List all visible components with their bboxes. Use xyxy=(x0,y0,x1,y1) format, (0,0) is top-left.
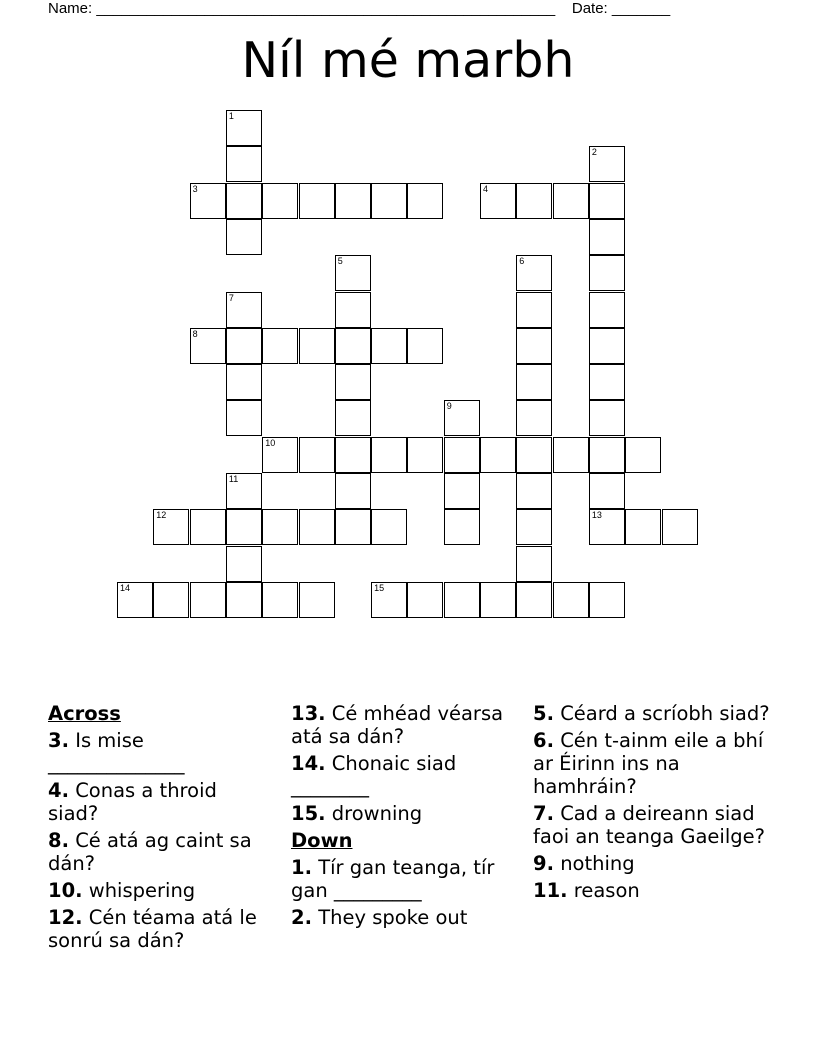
grid-cell[interactable] xyxy=(190,328,226,364)
grid-cell[interactable] xyxy=(371,582,407,618)
clue-down-5: 5. Céard a scríobh siad? xyxy=(533,702,770,725)
grid-cell[interactable] xyxy=(226,509,262,545)
clue-down-6: 6. Cén t-ainm eile a bhí ar Éirinn ins na hamhráin? xyxy=(533,729,764,798)
clue-down-2: 2. They spoke out xyxy=(291,906,468,929)
grid-cell[interactable] xyxy=(153,582,189,618)
grid-cell[interactable] xyxy=(299,437,335,473)
grid-cell[interactable] xyxy=(226,473,262,509)
clue-column-2 xyxy=(291,702,523,933)
clue-number: 7 xyxy=(228,292,234,303)
grid-cell[interactable] xyxy=(299,328,335,364)
grid-cell[interactable] xyxy=(553,183,589,219)
name-field[interactable]: Name: _______________________________________________________ xyxy=(48,0,556,17)
grid-cell[interactable] xyxy=(262,582,298,618)
grid-cell[interactable] xyxy=(190,183,226,219)
clue-number: 4 xyxy=(483,183,489,194)
grid-cell[interactable] xyxy=(335,437,371,473)
clue-across-8: 8. Cé atá ag caint sa dán? xyxy=(48,829,252,875)
grid-cell[interactable] xyxy=(117,582,153,618)
grid-cell[interactable] xyxy=(589,328,625,364)
grid-cell[interactable] xyxy=(226,219,262,255)
grid-cell[interactable] xyxy=(516,255,552,291)
grid-cell[interactable] xyxy=(589,292,625,328)
grid-cell[interactable] xyxy=(589,364,625,400)
grid-cell[interactable] xyxy=(589,219,625,255)
grid-cell[interactable] xyxy=(516,546,552,582)
grid-cell[interactable] xyxy=(226,582,262,618)
clue-down-7: 7. Cad a deireann siad faoi an teanga Gaeilge? xyxy=(533,802,765,848)
clue-number: 3 xyxy=(192,183,198,194)
grid-cell[interactable] xyxy=(262,509,298,545)
grid-cell[interactable] xyxy=(625,509,661,545)
grid-cell[interactable] xyxy=(407,328,443,364)
grid-cell[interactable] xyxy=(516,292,552,328)
grid-cell[interactable] xyxy=(516,582,552,618)
grid-cell[interactable] xyxy=(299,582,335,618)
grid-cell[interactable] xyxy=(299,183,335,219)
grid-cell[interactable] xyxy=(299,509,335,545)
grid-cell[interactable] xyxy=(226,292,262,328)
grid-cell[interactable] xyxy=(371,509,407,545)
grid-cell[interactable] xyxy=(190,582,226,618)
clue-down-1: 1. Tír gan teanga, tír gan _________ xyxy=(291,856,495,902)
grid-cell[interactable] xyxy=(226,364,262,400)
grid-cell[interactable] xyxy=(480,183,516,219)
clue-down-11: 11. reason xyxy=(533,879,640,902)
clue-number: 15 xyxy=(374,582,385,593)
grid-cell[interactable] xyxy=(553,437,589,473)
grid-cell[interactable] xyxy=(589,255,625,291)
grid-cell[interactable] xyxy=(662,509,698,545)
clue-number: 6 xyxy=(519,256,525,267)
grid-cell[interactable] xyxy=(407,437,443,473)
across-heading: Across xyxy=(48,702,121,725)
grid-cell[interactable] xyxy=(589,146,625,182)
grid-cell[interactable] xyxy=(589,437,625,473)
grid-cell[interactable] xyxy=(335,509,371,545)
grid-cell[interactable] xyxy=(226,400,262,436)
clue-number: 13 xyxy=(591,510,602,521)
grid-cell[interactable] xyxy=(335,400,371,436)
clue-number: 10 xyxy=(265,437,276,448)
clue-number: 11 xyxy=(228,474,239,484)
clue-number: 2 xyxy=(591,147,597,158)
clue-column-1 xyxy=(48,702,273,956)
clue-number: 12 xyxy=(156,510,167,521)
grid-cell[interactable] xyxy=(516,437,552,473)
grid-cell[interactable] xyxy=(589,509,625,545)
clue-number: 14 xyxy=(120,582,131,593)
grid-cell[interactable] xyxy=(444,400,480,436)
grid-cell[interactable] xyxy=(480,437,516,473)
clue-across-15: 15. drowning xyxy=(291,802,423,825)
grid-cell[interactable] xyxy=(226,546,262,582)
grid-cell[interactable] xyxy=(226,110,262,146)
grid-cell[interactable] xyxy=(226,328,262,364)
grid-cell[interactable] xyxy=(516,400,552,436)
clue-number: 8 xyxy=(192,328,198,339)
grid-cell[interactable] xyxy=(262,328,298,364)
down-heading: Down xyxy=(291,829,353,852)
grid-cell[interactable] xyxy=(407,582,443,618)
grid-cell[interactable] xyxy=(480,582,516,618)
grid-cell[interactable] xyxy=(444,582,480,618)
clue-across-12: 12. Cén téama atá le sonrú sa dán? xyxy=(48,906,257,952)
grid-cell[interactable] xyxy=(516,473,552,509)
clue-number: 1 xyxy=(228,111,234,121)
grid-cell[interactable] xyxy=(553,582,589,618)
grid-cell[interactable] xyxy=(625,437,661,473)
grid-cell[interactable] xyxy=(444,437,480,473)
grid-cell[interactable] xyxy=(335,364,371,400)
grid-cell[interactable] xyxy=(335,183,371,219)
clue-across-14: 14. Chonaic siad ________ xyxy=(291,752,457,798)
grid-cell[interactable] xyxy=(589,473,625,509)
grid-cell[interactable] xyxy=(262,183,298,219)
grid-cell[interactable] xyxy=(371,183,407,219)
grid-cell[interactable] xyxy=(335,292,371,328)
grid-cell[interactable] xyxy=(226,183,262,219)
clue-across-4: 4. Conas a throid siad? xyxy=(48,779,217,825)
grid-cell[interactable] xyxy=(335,328,371,364)
grid-cell[interactable] xyxy=(190,509,226,545)
clue-across-10: 10. whispering xyxy=(48,879,196,902)
grid-cell[interactable] xyxy=(371,437,407,473)
grid-cell[interactable] xyxy=(444,473,480,509)
grid-cell[interactable] xyxy=(516,509,552,545)
grid-cell[interactable] xyxy=(589,183,625,219)
grid-cell[interactable] xyxy=(589,400,625,436)
clue-across-3: 3. Is mise ______________ xyxy=(48,729,185,775)
grid-cell[interactable] xyxy=(516,328,552,364)
grid-cell[interactable] xyxy=(226,146,262,182)
clue-column-3 xyxy=(533,702,778,906)
grid-cell[interactable] xyxy=(335,473,371,509)
grid-cell[interactable] xyxy=(335,255,371,291)
grid-cell[interactable] xyxy=(444,509,480,545)
grid-cell[interactable] xyxy=(589,582,625,618)
clue-down-9: 9. nothing xyxy=(533,852,635,875)
date-field[interactable]: Date: _______ xyxy=(571,0,671,17)
grid-cell[interactable] xyxy=(516,183,552,219)
grid-cell[interactable] xyxy=(371,328,407,364)
clue-number: 9 xyxy=(446,401,452,412)
grid-cell[interactable] xyxy=(153,509,189,545)
clue-across-13: 13. Cé mhéad véarsa atá sa dán? xyxy=(291,702,504,748)
grid-cell[interactable] xyxy=(516,364,552,400)
page-title: Níl mé marbh xyxy=(241,32,575,89)
grid-cell[interactable] xyxy=(407,183,443,219)
clue-number: 5 xyxy=(337,256,343,267)
grid-cell[interactable] xyxy=(262,437,298,473)
